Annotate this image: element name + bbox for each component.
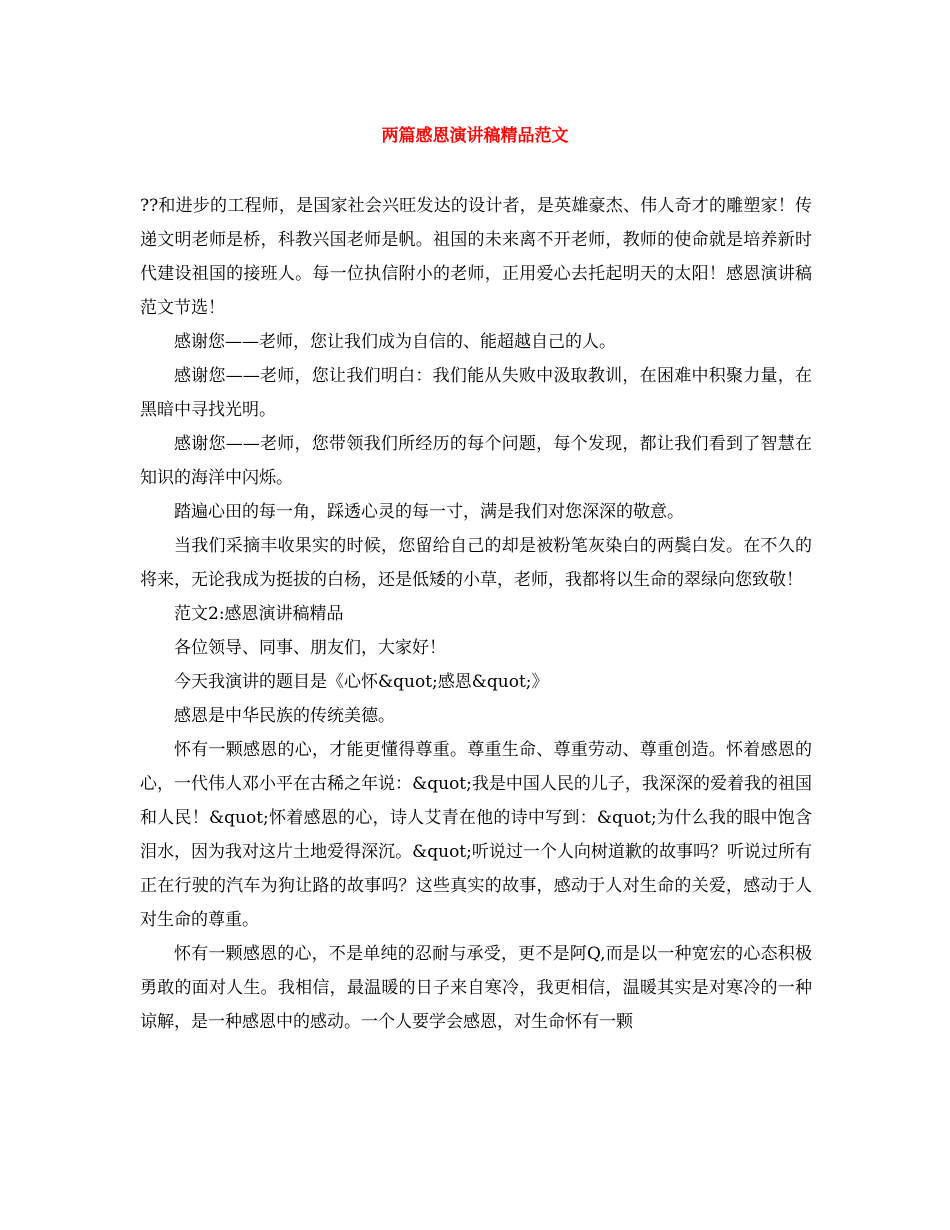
document-body bbox=[140, 189, 812, 1039]
paragraph: 当我们采摘丰收果实的时候，您留给自己的却是被粉笔灰染白的两鬓白发。在不久的将来，无论我成为挺拔的白杨，还是低矮的小草，老师，我都将以生命的翠绿向您致敬！ bbox=[140, 536, 812, 590]
paragraph: 感恩是中华民族的传统美德。 bbox=[174, 706, 395, 726]
paragraph: 怀有一颗感恩的心，不是单纯的忍耐与承受，更不是阿Q,而是以一种宽宏的心态积极勇敢的面对人生。我相信，最温暖的日子来自寒冷，我更相信，温暖其实是对寒冷的一种谅解，是一种感恩中的感动。一个人要学会感恩，对生命怀有一颗 bbox=[140, 944, 812, 1032]
paragraph: 踏遍心田的每一角，踩透心灵的每一寸，满是我们对您深深的敬意。 bbox=[174, 502, 684, 522]
paragraph: 范文2:感恩演讲稿精品 bbox=[174, 604, 344, 624]
paragraph: 怀有一颗感恩的心，才能更懂得尊重。尊重生命、尊重劳动、尊重创造。怀着感恩的心，一代伟人邓小平在古稀之年说：&quot;我是中国人民的儿子，我深深的爱着我的祖国和人民！&quot;怀着感恩的心，诗人艾青在他的诗中写到：&quot;为什么我的眼中饱含泪水，因为我对这片土地爱得深沉。&quot;听说过一个人向树道歉的故事吗？听说过所有正在行驶的汽车为狗让路的故事吗？这些真实的故事，感动于人对生命的关爱，感动于人对生命的尊重。 bbox=[140, 740, 812, 930]
paragraph: 感谢您——老师，您让我们明白：我们能从失败中汲取教训，在困难中积聚力量，在黑暗中寻找光明。 bbox=[140, 366, 812, 420]
paragraph: 各位领导、同事、朋友们，大家好！ bbox=[174, 638, 446, 658]
paragraph: 今天我演讲的题目是《心怀&quot;感恩&quot;》 bbox=[174, 672, 549, 692]
paragraph: ??和进步的工程师，是国家社会兴旺发达的设计者，是英雄豪杰、伟人奇才的雕塑家！传递文明老师是桥，科教兴国老师是帆。祖国的未来离不开老师，教师的使命就是培养新时代建设祖国的接班人。每一位执信附小的老师，正用爱心去托起明天的太阳！感恩演讲稿范文节选！ bbox=[140, 196, 812, 318]
paragraph: 感谢您——老师，您让我们成为自信的、能超越自己的人。 bbox=[174, 332, 616, 352]
paragraph: 感谢您——老师，您带领我们所经历的每个问题，每个发现，都让我们看到了智慧在知识的海洋中闪烁。 bbox=[140, 434, 812, 488]
document-title: 两篇感恩演讲稿精品范文 bbox=[381, 126, 569, 146]
